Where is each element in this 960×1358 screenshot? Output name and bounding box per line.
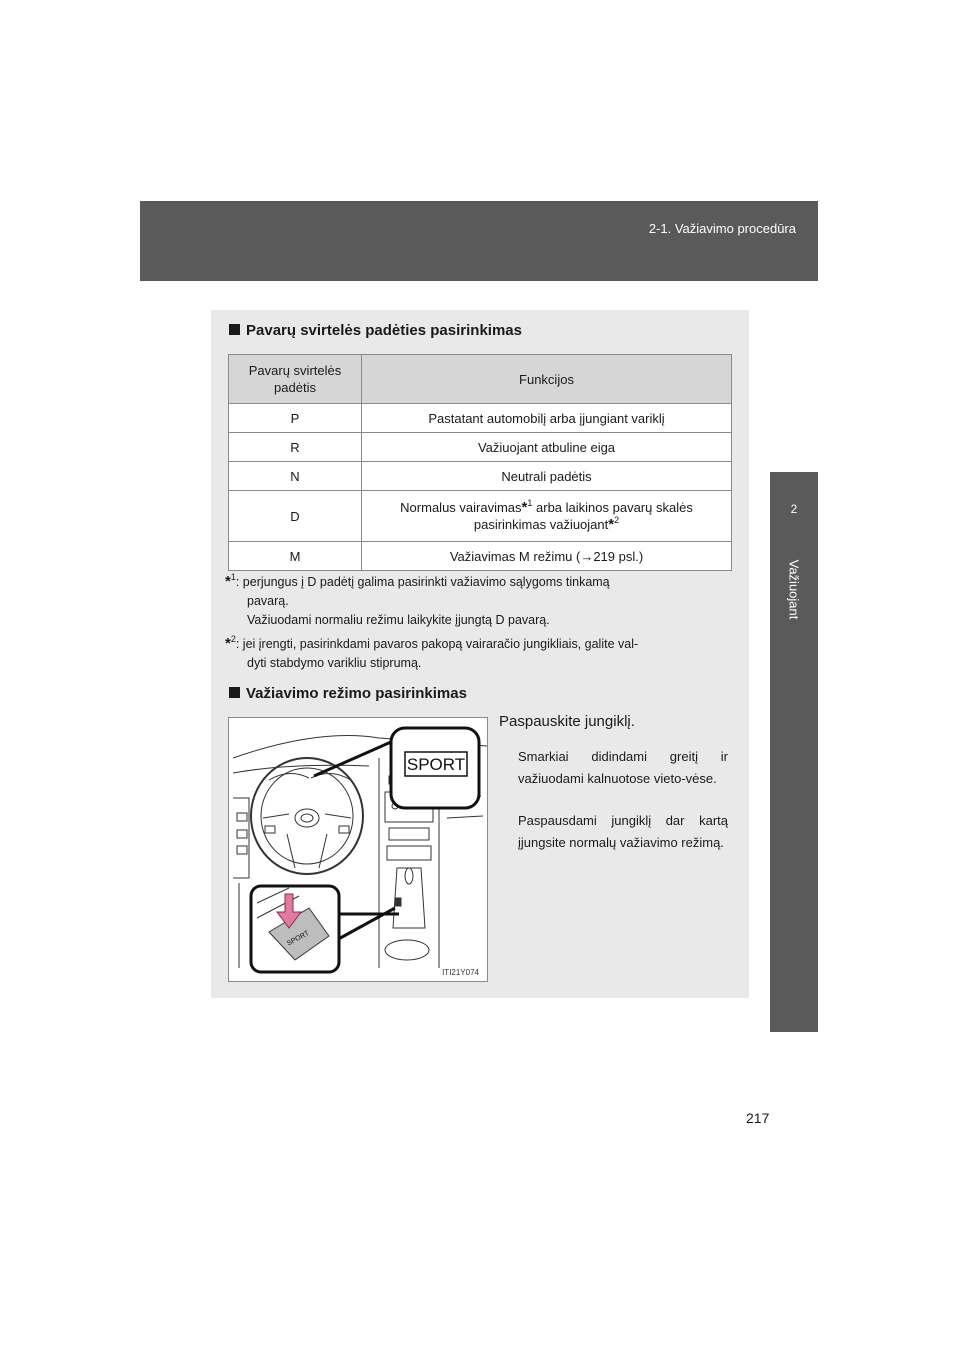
sport-switch-illustration [228,717,488,982]
table-cell-function: Normalus vairavimas*$^1$ arba laikinos pavarų skalės pasirinkimas važiuojant*$^2$ [362,491,732,542]
content-box [211,310,749,998]
table-header-functions: Funkcijos [362,355,732,404]
header-bar [140,201,818,281]
square-bullet-icon [229,687,240,698]
table-cell-function: Važiavimas M režimu (→219 psl.) [362,542,732,571]
table-cell-function: Pastatant automobilį arba įjungiant variklį [362,404,732,433]
table-cell-function: Važiuojant atbuline eiga [362,433,732,462]
sport-button-text: SPORT [286,929,311,948]
chapter-number: 2 [790,502,798,516]
dashboard-drawing [229,718,487,981]
instruction-text: Paspauskite jungiklį. [499,713,635,730]
table-row [229,462,732,491]
sport-callout-text: SPORT [406,755,466,774]
table-row [229,433,732,462]
instruction-paragraph-2: Paspausdami jungiklį dar kartą įjungsite normalų važiavimo režimą. [518,813,728,850]
table-cell-function: Neutrali padėtis [362,462,732,491]
table-cell-position: N [229,462,362,491]
table-cell-position: R [229,433,362,462]
table-row [229,491,732,542]
section-heading-gear: Pavarų svirtelės padėties pasirinkimas [229,322,522,339]
table-cell-position: D [229,491,362,542]
square-bullet-icon [229,324,240,335]
instruction-paragraph-1: Smarkiai didindami greitį ir važiuodami kalnuotose vieto-vėse. [518,749,728,786]
table-header-row [229,355,732,404]
figure-code: ITI21Y074 [442,968,479,977]
chapter-label: Važiuojant [786,559,802,620]
page-number: 217 [746,1110,770,1126]
section-heading-drive-mode: Važiavimo režimo pasirinkimas [229,685,467,702]
footnote-1: *$^1$: perjungus į D padėtį galima pasirinkti važiavimo sąlygoms tinkamą pavarą. Važiuodami normaliu režimu laikykite įjungtą D pavarą. [225,572,610,627]
gear-position-table [228,354,732,571]
table-row [229,404,732,433]
table-row [229,542,732,571]
table-header-position: Pavarų svirtelės padėtis [229,355,362,404]
chapter-title: 2-1. Važiavimo procedūra [648,221,796,236]
side-tab [770,472,818,1032]
table-cell-position: M [229,542,362,571]
footnote-2: *$^2$: jei įrengti, pasirinkdami pavaros pakopą vairaračio jungikliais, galite val- dyti stabdymo varikliu stiprumą. [225,634,639,670]
table-cell-position: P [229,404,362,433]
